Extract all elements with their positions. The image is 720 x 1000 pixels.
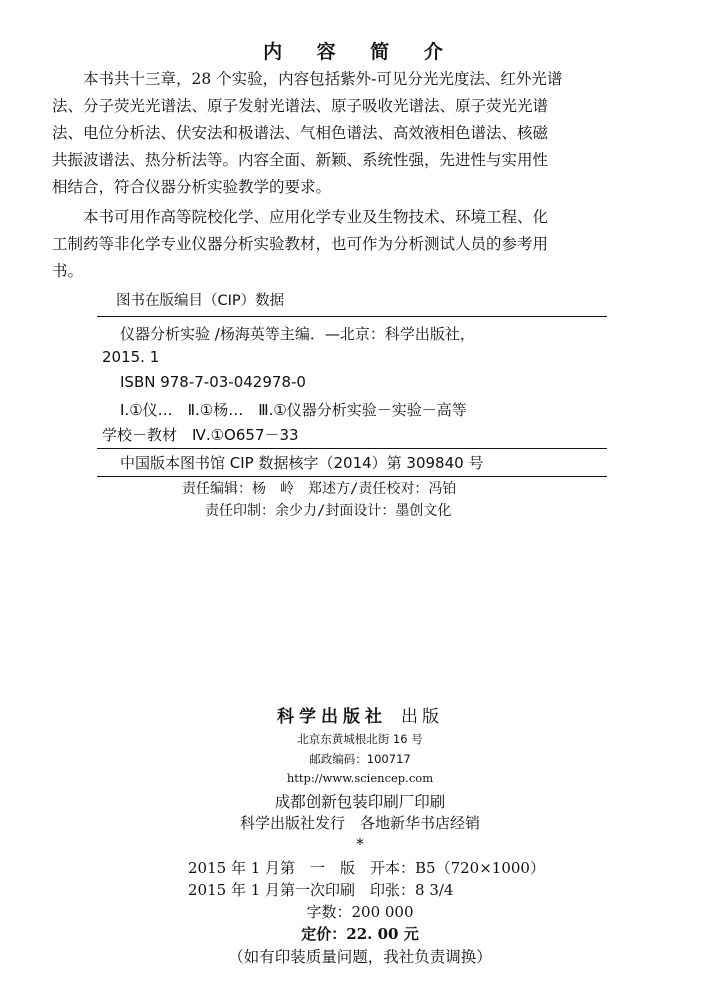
- credits-printing: 责任印制：余少力/封面设计：墨创文化: [205, 503, 452, 519]
- cip-line: Ⅰ.①仪… Ⅱ.①杨… Ⅲ.①仪器分析实验－实验－高等: [120, 401, 467, 419]
- cip-bottom-rule: [97, 476, 607, 477]
- summary-line: 本书可用作高等院校化学、应用化学专业及生物技术、环境工程、化: [52, 208, 549, 226]
- edition-line-2: 2015 年 1 月第一次印刷 印张：8 3/4: [188, 881, 454, 899]
- quality-note: （如有印装质量问题，我社负责调换）: [228, 948, 492, 966]
- publisher-name: 科学出版社: [277, 707, 387, 727]
- separator-star: *: [356, 835, 364, 853]
- cip-line: 2015. 1: [102, 348, 160, 366]
- cip-middle-rule: [97, 448, 607, 449]
- summary-line: 相结合，符合仪器分析实验教学的要求。: [52, 178, 332, 196]
- publisher-row: [0, 702, 720, 727]
- summary-line: 法、电位分析法、伏安法和极谱法、气相色谱法、高效液相色谱法、核磁: [52, 124, 549, 142]
- distribution: 科学出版社发行 各地新华书店经销: [239, 814, 480, 832]
- summary-line: 工制药等非化学专业仪器分析实验教材，也可作为分析测试人员的参考用: [52, 235, 549, 253]
- word-count: 字数：200 000: [306, 903, 414, 921]
- credits-editors: 责任编辑：杨 岭 郑述方/责任校对：冯铂: [182, 481, 457, 497]
- cip-line: ISBN 978-7-03-042978-0: [120, 373, 306, 391]
- publish-verb: 出版: [401, 707, 443, 727]
- cip-heading: 图书在版编目（CIP）数据: [116, 293, 285, 309]
- price: 定价：22. 00 元: [301, 925, 419, 943]
- cip-registry: 中国版本图书馆 CIP 数据核字（2014）第 309840 号: [120, 454, 484, 472]
- cip-top-rule: [97, 316, 607, 317]
- summary-line: 书。: [52, 262, 84, 280]
- publisher-address: 北京东黄城根北街 16 号: [297, 732, 423, 746]
- publisher-url: http://www.sciencep.com: [286, 771, 434, 785]
- summary-line: 本书共十三章，28 个实验，内容包括紫外-可见分光光度法、红外光谱: [52, 70, 563, 88]
- cip-line: 学校－教材 Ⅳ.①O657－33: [102, 426, 299, 444]
- edition-line-1: 2015 年 1 月第 一 版 开本：B5（720×1000）: [188, 859, 545, 877]
- summary-line: 法、分子荧光光谱法、原子发射光谱法、原子吸收光谱法、原子荧光光谱: [52, 97, 549, 115]
- summary-line: 共振波谱法、热分析法等。内容全面、新颖、系统性强，先进性与实用性: [52, 151, 549, 169]
- summary-title: 内 容 简 介: [263, 41, 457, 63]
- cip-line: 仪器分析实验 /杨海英等主编．—北京：科学出版社，: [120, 325, 475, 343]
- publisher-postcode: 邮政编码：100717: [309, 752, 411, 766]
- printer: 成都创新包装印刷厂印刷: [274, 793, 446, 811]
